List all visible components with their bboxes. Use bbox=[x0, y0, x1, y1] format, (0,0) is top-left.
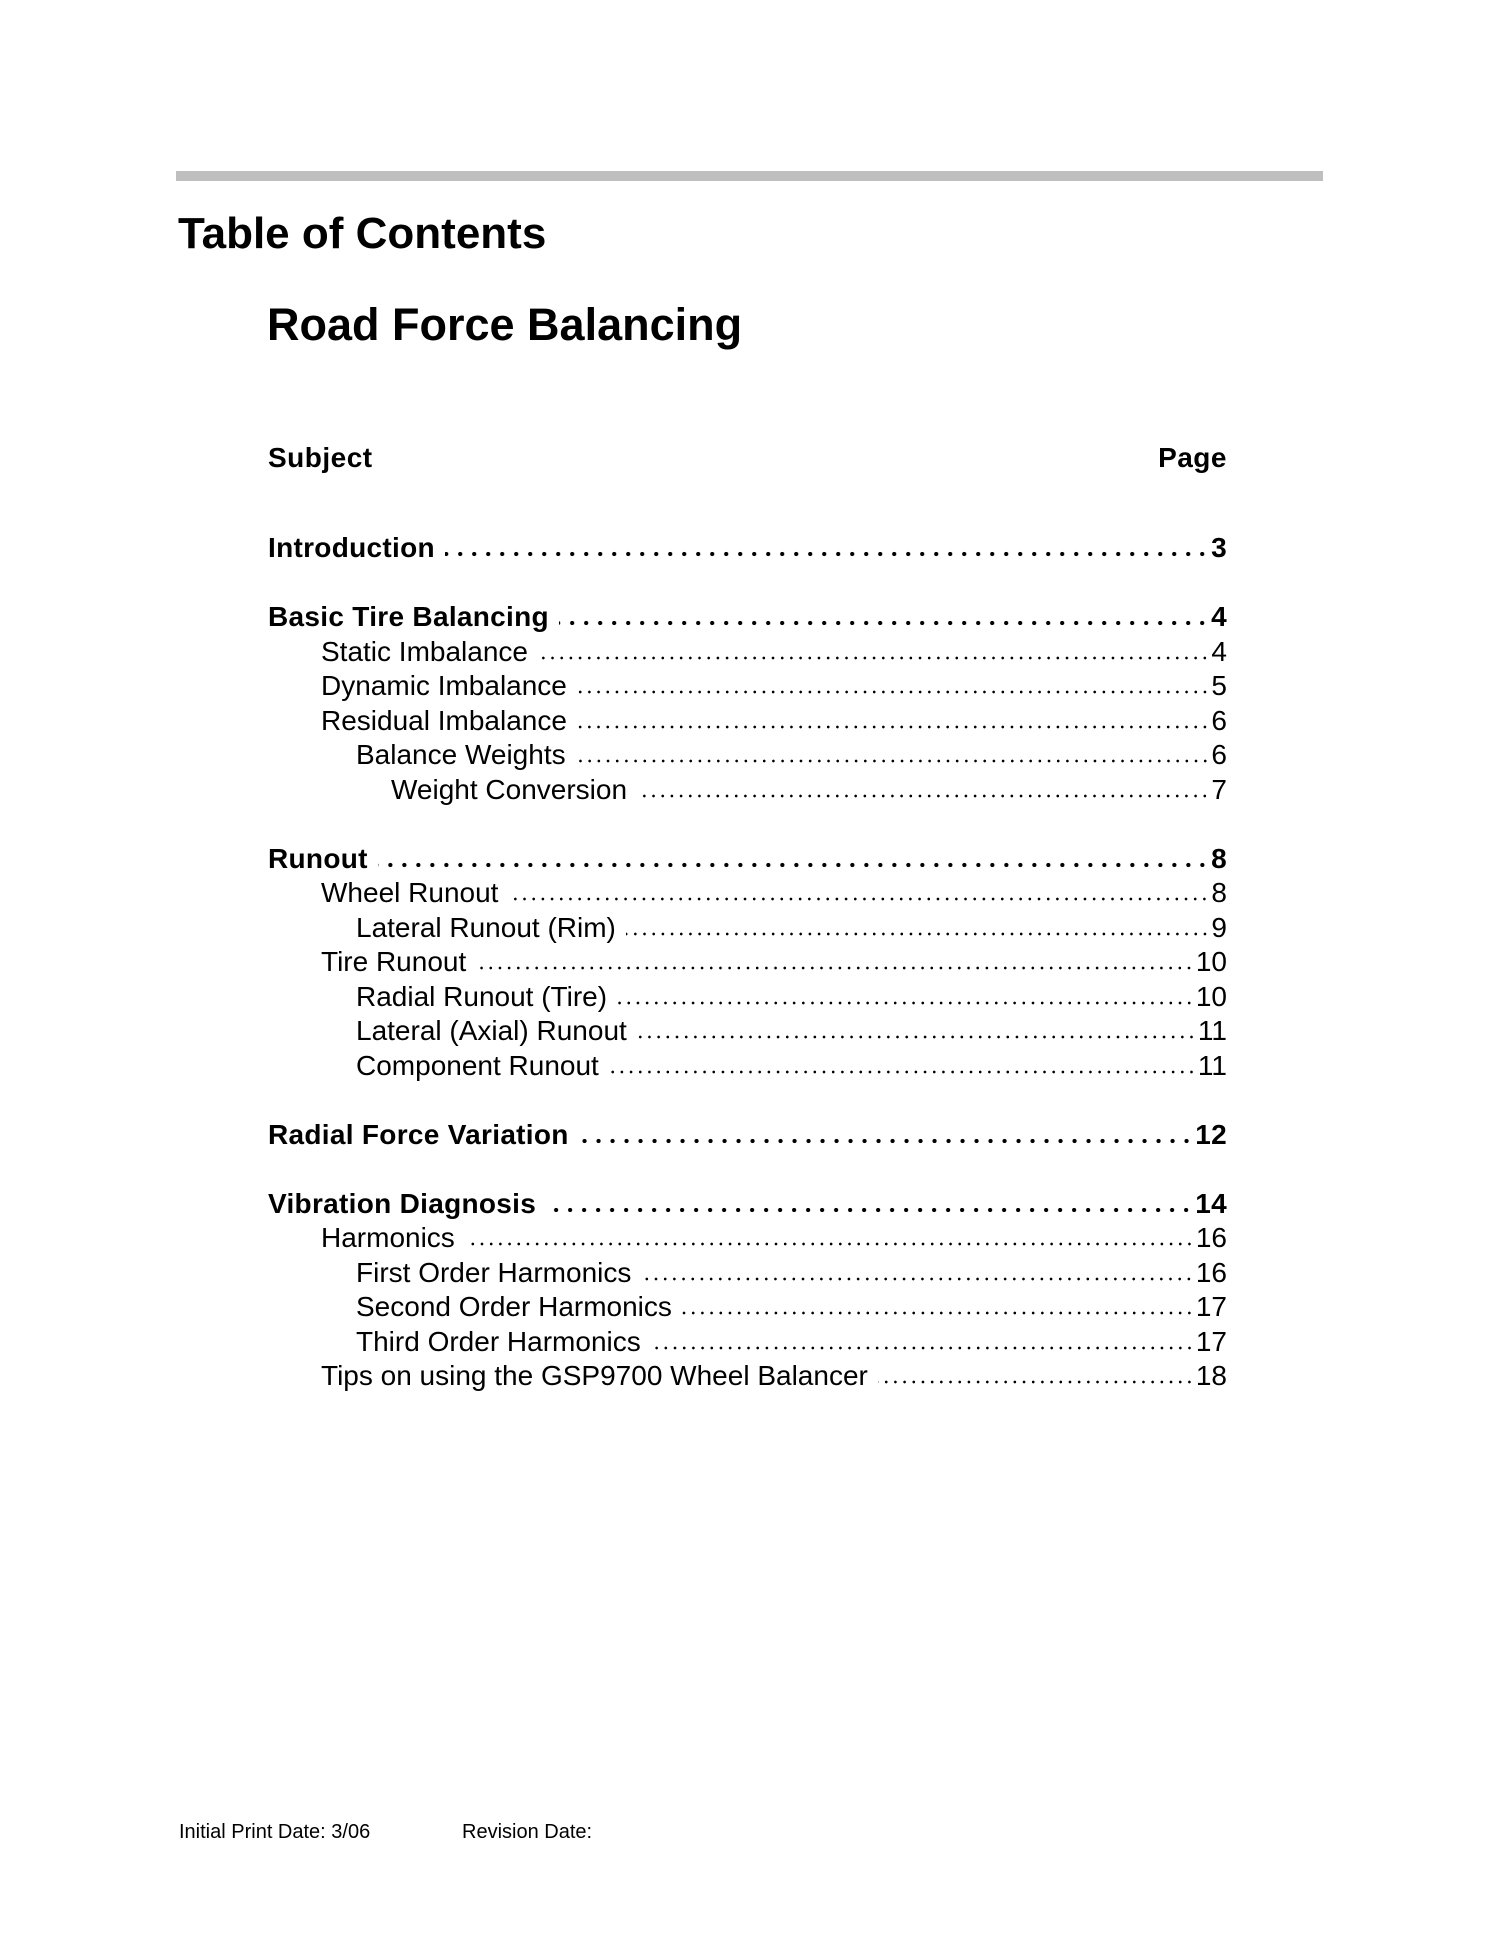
dot-leader bbox=[609, 1069, 1197, 1075]
toc-entry-page: 6 bbox=[1211, 704, 1227, 736]
toc-entry-page: 9 bbox=[1211, 911, 1227, 943]
dot-leader bbox=[682, 1310, 1195, 1316]
toc-entry-page: 17 bbox=[1195, 1325, 1227, 1357]
toc-entry-page: 11 bbox=[1197, 1015, 1227, 1046]
toc-entry-label: Introduction bbox=[268, 532, 435, 563]
toc-entry-page: 16 bbox=[1195, 1222, 1227, 1253]
dot-leader bbox=[651, 1345, 1195, 1351]
toc-entry-basic-tire-balancing[interactable] bbox=[268, 600, 1227, 635]
toc-list bbox=[268, 531, 1227, 1394]
toc-entry-page: 10 bbox=[1195, 980, 1227, 1012]
toc-entry-vibration-diagnosis[interactable] bbox=[268, 1187, 1227, 1222]
toc-entry-label: First Order Harmonics bbox=[356, 1256, 632, 1288]
toc-entry-lateral-runout-rim[interactable] bbox=[268, 911, 1227, 946]
dot-leader bbox=[559, 620, 1210, 626]
toc-entry-label: Lateral Runout (Rim) bbox=[356, 911, 616, 943]
toc-entry-weight-conversion[interactable] bbox=[268, 773, 1227, 808]
toc-entry-runout[interactable] bbox=[268, 842, 1227, 877]
toc-entry-page: 4 bbox=[1211, 601, 1227, 632]
toc-entry-first-order-harmonics[interactable] bbox=[268, 1256, 1227, 1291]
initial-print-date: Initial Print Date: 3/06 bbox=[179, 1821, 371, 1843]
toc-entry-label: Radial Runout (Tire) bbox=[356, 980, 608, 1012]
dot-leader bbox=[626, 931, 1211, 937]
toc-entry-page: 18 bbox=[1195, 1360, 1227, 1391]
dot-leader bbox=[476, 965, 1195, 971]
toc-entry-label: Vibration Diagnosis bbox=[268, 1187, 537, 1219]
toc-header bbox=[268, 441, 1227, 475]
toc-entry-page: 6 bbox=[1211, 739, 1227, 770]
dot-leader bbox=[577, 724, 1211, 730]
toc-entry-label: Basic Tire Balancing bbox=[268, 601, 549, 632]
header-rule bbox=[176, 171, 1323, 181]
toc-entry-label: Dynamic Imbalance bbox=[321, 670, 567, 701]
toc-entry-page: 8 bbox=[1211, 842, 1227, 874]
dot-leader bbox=[465, 1241, 1195, 1247]
toc-entry-residual-imbalance[interactable] bbox=[268, 704, 1227, 739]
toc-entry-wheel-runout[interactable] bbox=[268, 876, 1227, 911]
dot-leader bbox=[637, 793, 1210, 799]
toc-entry-second-order-harmonics[interactable] bbox=[268, 1290, 1227, 1325]
toc-entry-lateral-axial-runout[interactable] bbox=[268, 1014, 1227, 1049]
toc-entry-page: 14 bbox=[1195, 1187, 1227, 1219]
dot-leader bbox=[579, 1138, 1195, 1144]
toc-entry-page: 10 bbox=[1195, 946, 1227, 977]
toc-entry-label: Component Runout bbox=[356, 1049, 599, 1081]
toc-entry-radial-runout-tire[interactable] bbox=[268, 980, 1227, 1015]
toc-entry-balance-weights[interactable] bbox=[268, 738, 1227, 773]
toc-entry-label: Wheel Runout bbox=[321, 877, 499, 908]
toc-entry-static-imbalance[interactable] bbox=[268, 635, 1227, 670]
toc-entry-page: 7 bbox=[1211, 773, 1227, 805]
dot-leader bbox=[538, 655, 1210, 661]
toc-entry-third-order-harmonics[interactable] bbox=[268, 1325, 1227, 1360]
page-title: Table of Contents bbox=[178, 209, 547, 258]
toc-entry-label: Balance Weights bbox=[356, 739, 566, 770]
dot-leader bbox=[637, 1034, 1197, 1040]
toc-entry-introduction[interactable] bbox=[268, 531, 1227, 566]
dot-leader bbox=[546, 1207, 1194, 1213]
toc-entry-label: Second Order Harmonics bbox=[356, 1291, 672, 1322]
toc-entry-label: Weight Conversion bbox=[391, 773, 628, 805]
toc-entry-label: Tips on using the GSP9700 Wheel Balancer bbox=[321, 1360, 868, 1391]
toc-entry-page: 4 bbox=[1211, 635, 1227, 667]
toc-entry-label: Static Imbalance bbox=[321, 635, 528, 667]
dot-leader bbox=[641, 1276, 1194, 1282]
toc-entry-radial-force-variation[interactable] bbox=[268, 1118, 1227, 1153]
dot-leader bbox=[617, 1000, 1195, 1006]
toc-entry-label: Harmonics bbox=[321, 1222, 455, 1253]
toc-entry-label: Runout bbox=[268, 842, 368, 874]
toc-entry-page: 17 bbox=[1195, 1291, 1227, 1322]
toc-entry-component-runout[interactable] bbox=[268, 1049, 1227, 1084]
subject-column-label: Subject bbox=[268, 442, 373, 473]
dot-leader bbox=[576, 758, 1211, 764]
toc-entry-label: Radial Force Variation bbox=[268, 1118, 569, 1150]
toc-entry-page: 12 bbox=[1195, 1118, 1227, 1150]
toc-entry-tips-gsp9700[interactable] bbox=[268, 1359, 1227, 1394]
toc-entry-dynamic-imbalance[interactable] bbox=[268, 669, 1227, 704]
toc-entry-tire-runout[interactable] bbox=[268, 945, 1227, 980]
document-subtitle: Road Force Balancing bbox=[267, 299, 743, 350]
toc-entry-label: Residual Imbalance bbox=[321, 704, 567, 736]
dot-leader bbox=[577, 689, 1211, 695]
toc-entry-page: 16 bbox=[1195, 1256, 1227, 1288]
toc-entry-page: 5 bbox=[1211, 670, 1227, 701]
page-column-label: Page bbox=[1158, 442, 1227, 473]
toc-entry-page: 3 bbox=[1211, 532, 1227, 563]
revision-date: Revision Date: bbox=[462, 1821, 593, 1843]
toc-entry-label: Third Order Harmonics bbox=[356, 1325, 641, 1357]
toc-entry-label: Lateral (Axial) Runout bbox=[356, 1015, 627, 1046]
toc-entry-page: 11 bbox=[1197, 1049, 1227, 1081]
dot-leader bbox=[378, 862, 1210, 868]
toc-entry-label: Tire Runout bbox=[321, 946, 467, 977]
toc-entry-page: 8 bbox=[1211, 877, 1227, 908]
dot-leader bbox=[878, 1379, 1195, 1385]
toc-entry-harmonics[interactable] bbox=[268, 1221, 1227, 1256]
dot-leader bbox=[508, 896, 1210, 902]
dot-leader bbox=[445, 551, 1210, 557]
